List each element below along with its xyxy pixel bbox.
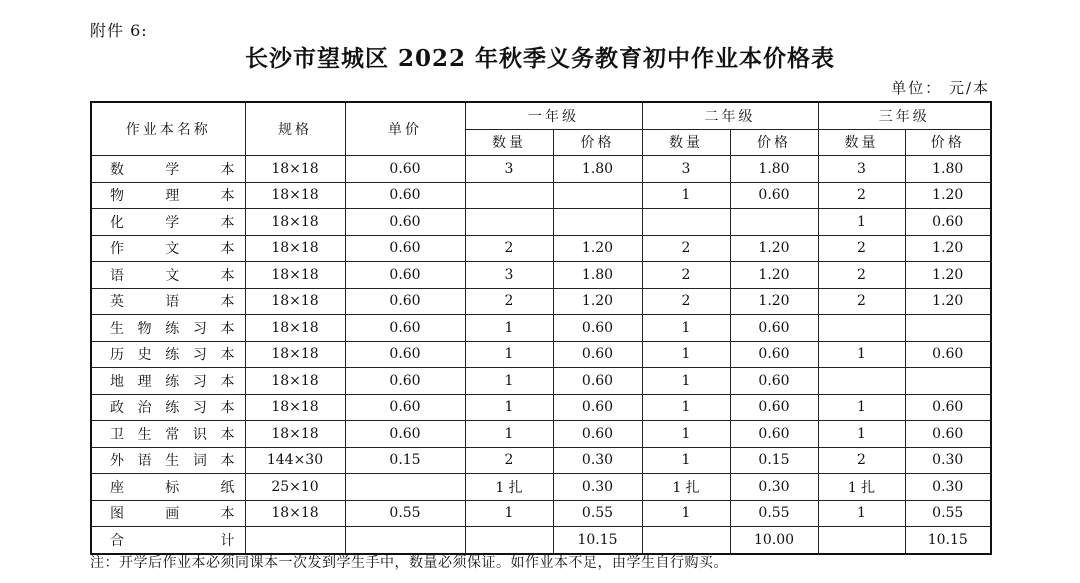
row-q1: 3 — [465, 262, 553, 289]
row-p2: 0.60 — [730, 421, 818, 448]
name-char: 语 — [110, 267, 124, 284]
header-grade1: 一年级 — [465, 102, 642, 129]
row-q3: 3 — [818, 156, 905, 183]
row-spec: 18×18 — [245, 500, 345, 527]
row-p2 — [730, 209, 818, 236]
row-spec: 144×30 — [245, 447, 345, 474]
name-char: 本 — [220, 347, 235, 364]
header-grade2: 二年级 — [642, 102, 818, 129]
header-price: 价格 — [905, 129, 991, 156]
name-char: 合 — [110, 532, 124, 549]
name-char: 练 — [165, 320, 180, 337]
row-p2: 0.30 — [730, 474, 818, 501]
name-char: 习 — [192, 373, 207, 390]
row-p1: 0.60 — [553, 394, 642, 421]
name-char: 政 — [110, 400, 124, 417]
name-char: 地 — [110, 373, 124, 390]
name-char: 治 — [137, 400, 152, 417]
row-unit-price: 0.60 — [345, 288, 465, 315]
row-q2: 2 — [642, 235, 730, 262]
attachment-label: 附件 6: — [90, 21, 148, 40]
row-spec: 18×18 — [245, 156, 345, 183]
name-char: 图 — [110, 506, 124, 523]
row-p1: 0.60 — [553, 421, 642, 448]
name-char: 本 — [220, 294, 235, 311]
row-unit-price: 0.60 — [345, 182, 465, 209]
name-char: 英 — [110, 294, 124, 311]
row-name — [91, 421, 245, 448]
header-spec: 规格 — [245, 102, 345, 156]
name-char: 外 — [110, 453, 124, 470]
row-q2: 1 — [642, 447, 730, 474]
name-char: 计 — [220, 532, 235, 549]
name-char: 本 — [220, 400, 235, 417]
row-p3: 0.30 — [905, 474, 991, 501]
row-p1: 1.80 — [553, 262, 642, 289]
row-p2: 1.20 — [730, 262, 818, 289]
row-p3: 1.80 — [905, 156, 991, 183]
row-q2: 1 — [642, 315, 730, 342]
name-char: 物 — [137, 320, 152, 337]
row-q1 — [465, 209, 553, 236]
unit-label: 单位： 元/本 — [891, 79, 990, 97]
row-p2: 0.60 — [730, 341, 818, 368]
name-char: 语 — [165, 294, 180, 311]
row-p1: 0.60 — [553, 315, 642, 342]
name-char: 本 — [220, 161, 235, 178]
header-unit-price: 单价 — [345, 102, 465, 156]
row-q1: 1 扎 — [465, 474, 553, 501]
name-char: 理 — [137, 373, 152, 390]
name-char: 文 — [165, 267, 180, 284]
row-q3: 1 — [818, 394, 905, 421]
row-name — [91, 288, 245, 315]
row-p2: 1.20 — [730, 288, 818, 315]
row-p3: 0.60 — [905, 421, 991, 448]
header-price: 价格 — [553, 129, 642, 156]
row-q3: 1 — [818, 341, 905, 368]
table-row — [91, 394, 991, 421]
total-q2 — [642, 527, 730, 554]
row-q2: 1 — [642, 368, 730, 395]
header-name: 作业本名称 — [91, 102, 245, 156]
row-q3: 1 — [818, 421, 905, 448]
row-p2: 0.60 — [730, 182, 818, 209]
name-char: 本 — [220, 320, 235, 337]
table-row — [91, 262, 991, 289]
row-q1: 1 — [465, 500, 553, 527]
total-p3: 10.15 — [905, 527, 991, 554]
row-q1: 1 — [465, 421, 553, 448]
name-char: 标 — [165, 479, 180, 496]
row-spec: 18×18 — [245, 315, 345, 342]
row-q3 — [818, 368, 905, 395]
name-char: 识 — [192, 426, 207, 443]
row-unit-price: 0.60 — [345, 156, 465, 183]
row-unit-price: 0.60 — [345, 394, 465, 421]
row-p3: 1.20 — [905, 182, 991, 209]
row-q3: 2 — [818, 447, 905, 474]
table-row — [91, 421, 991, 448]
row-name — [91, 156, 245, 183]
row-spec: 18×18 — [245, 368, 345, 395]
row-spec: 18×18 — [245, 421, 345, 448]
row-unit-price: 0.55 — [345, 500, 465, 527]
name-char: 本 — [220, 188, 235, 205]
row-q2: 1 — [642, 394, 730, 421]
row-p2: 1.80 — [730, 156, 818, 183]
row-q3: 1 — [818, 500, 905, 527]
row-q3: 1 扎 — [818, 474, 905, 501]
row-q1: 1 — [465, 315, 553, 342]
row-spec: 18×18 — [245, 262, 345, 289]
name-char: 学 — [165, 161, 180, 178]
header-price: 价格 — [730, 129, 818, 156]
row-q2: 1 — [642, 500, 730, 527]
name-char: 练 — [165, 373, 180, 390]
name-char: 生 — [110, 320, 124, 337]
name-char: 本 — [220, 506, 235, 523]
row-q3: 1 — [818, 209, 905, 236]
total-unit-price — [345, 527, 465, 554]
table-row — [91, 182, 991, 209]
total-q3 — [818, 527, 905, 554]
row-q1: 1 — [465, 394, 553, 421]
row-p1: 0.30 — [553, 447, 642, 474]
name-char: 本 — [220, 373, 235, 390]
table-row — [91, 474, 991, 501]
row-unit-price: 0.60 — [345, 262, 465, 289]
row-q2 — [642, 209, 730, 236]
row-name — [91, 500, 245, 527]
table-row — [91, 500, 991, 527]
row-q2: 1 — [642, 341, 730, 368]
name-char: 数 — [110, 161, 124, 178]
table-row — [91, 315, 991, 342]
row-p1: 1.80 — [553, 156, 642, 183]
total-row — [91, 527, 991, 554]
row-q2: 3 — [642, 156, 730, 183]
name-char: 座 — [110, 479, 124, 496]
row-p3: 1.20 — [905, 262, 991, 289]
row-spec: 18×18 — [245, 235, 345, 262]
row-p1: 0.60 — [553, 341, 642, 368]
row-p2: 0.60 — [730, 394, 818, 421]
row-q2: 2 — [642, 262, 730, 289]
row-q2: 2 — [642, 288, 730, 315]
row-unit-price: 0.60 — [345, 368, 465, 395]
row-p2: 0.60 — [730, 315, 818, 342]
name-char: 卫 — [110, 426, 124, 443]
row-p3 — [905, 368, 991, 395]
row-name — [91, 235, 245, 262]
name-char: 本 — [220, 453, 235, 470]
name-char: 物 — [110, 188, 124, 205]
name-char: 本 — [220, 241, 235, 258]
row-p1: 1.20 — [553, 235, 642, 262]
row-p3 — [905, 315, 991, 342]
name-char: 常 — [165, 426, 180, 443]
row-p3: 0.60 — [905, 394, 991, 421]
table-row — [91, 341, 991, 368]
row-q1: 2 — [465, 288, 553, 315]
row-q3: 2 — [818, 235, 905, 262]
name-char: 习 — [192, 320, 207, 337]
name-char: 本 — [220, 214, 235, 231]
price-table — [90, 101, 992, 555]
row-q1: 2 — [465, 235, 553, 262]
row-name — [91, 341, 245, 368]
row-q2: 1 扎 — [642, 474, 730, 501]
row-p3: 0.30 — [905, 447, 991, 474]
row-p3: 0.60 — [905, 341, 991, 368]
name-char: 习 — [192, 347, 207, 364]
name-char: 学 — [165, 214, 180, 231]
total-label — [91, 527, 245, 554]
row-p3: 0.55 — [905, 500, 991, 527]
header-qty: 数量 — [642, 129, 730, 156]
row-spec: 18×18 — [245, 182, 345, 209]
name-char: 语 — [137, 453, 152, 470]
name-char: 习 — [192, 400, 207, 417]
row-name — [91, 368, 245, 395]
row-name — [91, 315, 245, 342]
row-name — [91, 182, 245, 209]
name-char: 词 — [192, 453, 207, 470]
total-q1 — [465, 527, 553, 554]
row-p1: 0.30 — [553, 474, 642, 501]
row-name — [91, 447, 245, 474]
row-q1: 1 — [465, 368, 553, 395]
row-p2: 0.60 — [730, 368, 818, 395]
header-grade3: 三年级 — [818, 102, 991, 129]
row-spec: 18×18 — [245, 209, 345, 236]
row-spec: 18×18 — [245, 394, 345, 421]
row-unit-price: 0.60 — [345, 209, 465, 236]
name-char: 理 — [165, 188, 180, 205]
total-p2: 10.00 — [730, 527, 818, 554]
row-p1 — [553, 182, 642, 209]
row-q2: 1 — [642, 182, 730, 209]
row-name — [91, 209, 245, 236]
table-row — [91, 288, 991, 315]
name-char: 作 — [110, 241, 124, 258]
row-p1: 0.55 — [553, 500, 642, 527]
total-spec — [245, 527, 345, 554]
row-p3: 1.20 — [905, 235, 991, 262]
row-spec: 18×18 — [245, 288, 345, 315]
name-char: 本 — [220, 267, 235, 284]
row-q1: 3 — [465, 156, 553, 183]
row-p1: 1.20 — [553, 288, 642, 315]
row-unit-price: 0.15 — [345, 447, 465, 474]
row-unit-price — [345, 474, 465, 501]
row-unit-price: 0.60 — [345, 315, 465, 342]
name-char: 练 — [165, 400, 180, 417]
table-row — [91, 447, 991, 474]
row-name — [91, 262, 245, 289]
row-p2: 1.20 — [730, 235, 818, 262]
row-p2: 0.55 — [730, 500, 818, 527]
name-char: 生 — [137, 426, 152, 443]
name-char: 画 — [165, 506, 180, 523]
row-q3: 2 — [818, 288, 905, 315]
row-q1: 1 — [465, 341, 553, 368]
row-name — [91, 394, 245, 421]
row-unit-price: 0.60 — [345, 421, 465, 448]
row-q3: 2 — [818, 262, 905, 289]
row-q1 — [465, 182, 553, 209]
row-p3: 1.20 — [905, 288, 991, 315]
name-char: 史 — [137, 347, 152, 364]
name-char: 纸 — [220, 479, 235, 496]
row-q3: 2 — [818, 182, 905, 209]
table-row — [91, 235, 991, 262]
table-row — [91, 368, 991, 395]
row-spec: 25×10 — [245, 474, 345, 501]
document-title: 长沙市望城区 2022 年秋季义务教育初中作业本价格表 — [244, 45, 836, 72]
header-qty: 数量 — [818, 129, 905, 156]
name-char: 本 — [220, 426, 235, 443]
row-p2: 0.15 — [730, 447, 818, 474]
table-row — [91, 209, 991, 236]
name-char: 历 — [110, 347, 124, 364]
row-p1 — [553, 209, 642, 236]
row-q3 — [818, 315, 905, 342]
row-spec: 18×18 — [245, 341, 345, 368]
table-row — [91, 156, 991, 183]
name-char: 练 — [165, 347, 180, 364]
name-char: 生 — [165, 453, 180, 470]
header-qty: 数量 — [465, 129, 553, 156]
row-p3: 0.60 — [905, 209, 991, 236]
row-unit-price: 0.60 — [345, 341, 465, 368]
footnote: 注：开学后作业本必须同课本一次发到学生手中，数量必须保证。如作业本不足，由学生自行购买。 — [90, 555, 728, 571]
row-unit-price: 0.60 — [345, 235, 465, 262]
name-char: 化 — [110, 214, 124, 231]
row-q2: 1 — [642, 421, 730, 448]
row-name — [91, 474, 245, 501]
row-p1: 0.60 — [553, 368, 642, 395]
total-p1: 10.15 — [553, 527, 642, 554]
row-q1: 2 — [465, 447, 553, 474]
name-char: 文 — [165, 241, 180, 258]
